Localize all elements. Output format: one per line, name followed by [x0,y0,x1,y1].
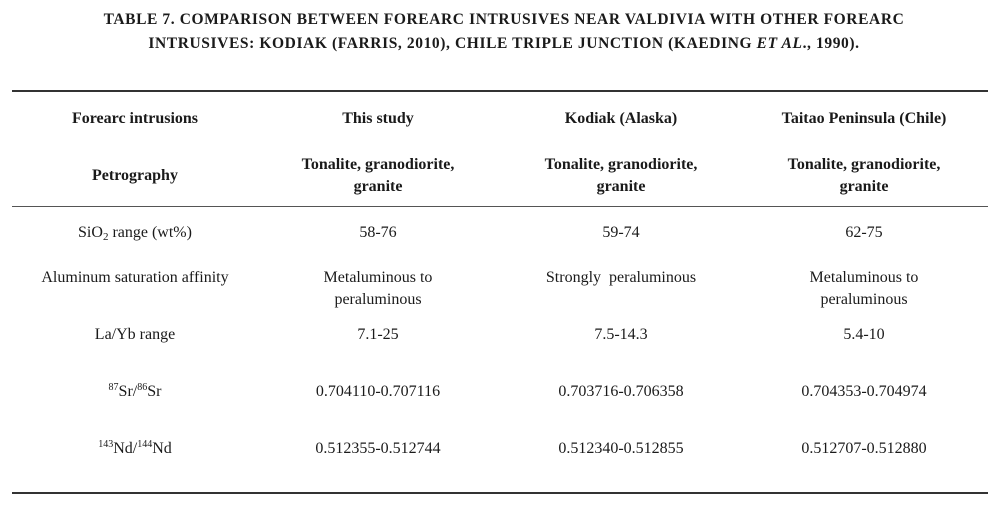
label-aluminum-saturation: Aluminum saturation affinity [41,269,229,286]
petrography-taitao [744,154,984,198]
label-sr-ratio [20,381,250,403]
aluminum-this-study-line-2: peraluminous [334,291,422,308]
sio2-label-post: range (wt%) [108,224,192,241]
layb-kodiak: 7.5-14.3 [594,326,648,343]
header-separator-rule [12,206,988,207]
nd-taitao: 0.512707-0.512880 [801,440,927,457]
nd-kodiak: 0.512340-0.512855 [558,440,684,457]
petrography-this-study-line-2: granite [353,178,403,195]
header-forearc-intrusions: Forearc intrusions [71,110,199,127]
aluminum-kodiak: Strongly peraluminous [545,269,697,286]
sio2-label-sub: 2 [102,231,109,243]
petrography-taitao-line-2: granite [839,178,889,195]
caption-line-2-a: INTRUSIVES: KODIAK (FARRIS, 2010), CHILE TRIPLE JUNCTION (KAEDING [148,35,757,52]
table-caption [0,8,1008,56]
sio2-label-pre: SiO [78,224,103,241]
nd-this-study: 0.512355-0.512744 [315,440,441,457]
header-this-study: This study [342,110,414,127]
petrography-this-study [258,154,498,198]
aluminum-taitao [744,267,984,311]
nd-el-1: Nd/ [113,440,138,457]
caption-line-1: TABLE 7. COMPARISON BETWEEN FOREARC INTRUSIVES NEAR VALDIVIA WITH OTHER FOREARC [103,11,905,28]
label-la-yb-range: La/Yb range [94,326,176,343]
sr-kodiak: 0.703716-0.706358 [558,383,684,400]
petrography-taitao-line-1: Tonalite, granodiorite, [787,156,941,173]
caption-line-2 [0,32,1008,56]
aluminum-this-study [258,267,498,311]
nd-sup-2: 144 [137,439,153,450]
aluminum-this-study-line-1: Metaluminous to [323,269,433,286]
sio2-kodiak: 59-74 [602,224,640,241]
petrography-kodiak-line-1: Tonalite, granodiorite, [544,156,698,173]
caption-line-2-b: ., 1990). [802,35,860,52]
sr-sup-2: 86 [137,382,148,393]
sr-this-study: 0.704110-0.707116 [315,383,441,400]
petrography-this-study-line-1: Tonalite, granodiorite, [301,156,455,173]
layb-this-study: 7.1-25 [357,326,399,343]
label-nd-ratio [20,438,250,460]
sio2-this-study: 58-76 [359,224,397,241]
petrography-kodiak [500,154,742,198]
top-rule [12,90,988,92]
header-taitao: Taitao Peninsula (Chile) [781,110,947,127]
label-petrography: Petrography [92,167,178,184]
bottom-rule [12,492,988,494]
caption-et-al: ET AL [756,35,803,52]
header-kodiak: Kodiak (Alaska) [564,110,678,127]
aluminum-taitao-line-1: Metaluminous to [809,269,919,286]
sr-taitao: 0.704353-0.704974 [801,383,927,400]
sr-el-2: Sr [147,383,162,400]
sio2-taitao: 62-75 [845,224,883,241]
label-sio2-range [20,222,250,248]
sr-el-1: Sr/ [118,383,138,400]
nd-sup-1: 143 [98,439,114,450]
layb-taitao: 5.4-10 [843,326,885,343]
aluminum-taitao-line-2: peraluminous [820,291,908,308]
nd-el-2: Nd [152,440,172,457]
sr-sup-1: 87 [108,382,119,393]
petrography-kodiak-line-2: granite [596,178,646,195]
